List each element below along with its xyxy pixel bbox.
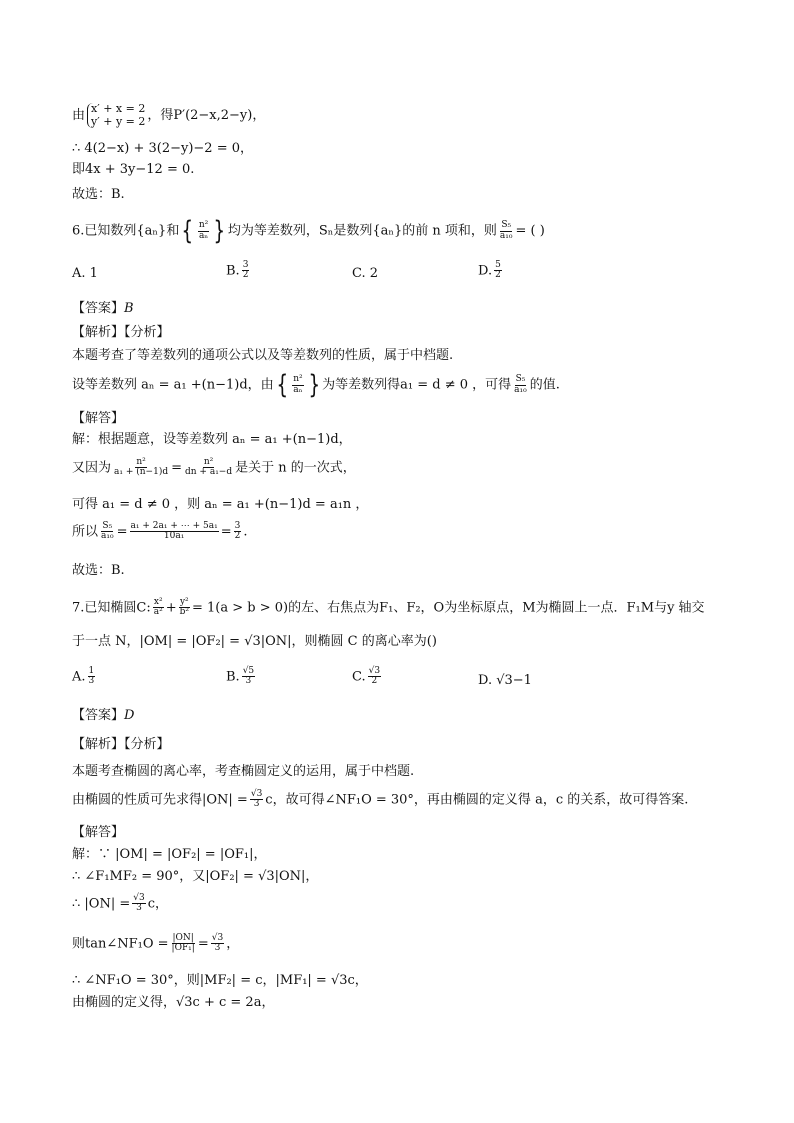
question-7-stem: 7.已知椭圆C: $\frac{\text{x²}}{\text{a²}}$ + $\frac{\text{y²}}{\text{b²}}$ = 1(a > b > 0)的左、右焦点为F₁、F₂，O为坐标原点，M为椭圆上一点．F₁M与y 轴交 bbox=[72, 597, 705, 618]
solve-text: 又因为 $\frac{\text{n²}}{\text{a₁ + (n−1)d}}$ = $\frac{\text{n²}}{\text{dn + a₁−d}}$ 是关于 n 的一次式， bbox=[72, 457, 356, 478]
equation-system: x′ + x = 2 y′ + y = 2 bbox=[87, 103, 145, 128]
solve-text: 则tan∠NF₁O = $\frac{|ON|}{\text{|OF₁|}}$ = $\frac{√3}{3}$ ， bbox=[72, 933, 240, 954]
solve-text: 所以 $\frac{\text{S₅}}{\text{a₁₀}}$ = $\frac{\text{a₁ + 2a₁ + ⋯ + 5a₁}}{\text{10a₁}}$ = $\frac{3}{2}$ . bbox=[72, 521, 248, 542]
analysis-heading: 【解析】【分析】 bbox=[72, 737, 170, 752]
option-d: D. √3−1 bbox=[478, 673, 532, 688]
solve-text: 由椭圆的定义得，√3c + c = 2a， bbox=[72, 995, 275, 1010]
solution-line: 即4x + 3y−12 = 0. bbox=[72, 162, 195, 177]
question-6-stem: 6.已知数列{aₙ}和 { $\frac{\text{n²}}{\text{aₙ}}$ } 均为等差数列，Sₙ是数列{aₙ}的前 n 项和，则 $\frac{\text{S₅}}{\text{a₁₀}}$ = ( ) bbox=[72, 216, 545, 246]
solve-text: ∴ ∠F₁MF₂ = 90°，又|OF₂| = √3|ON|， bbox=[72, 869, 319, 884]
option-c: C. 2 bbox=[352, 266, 379, 281]
option-a: A. $\frac{1}{3}$ bbox=[72, 666, 95, 687]
option-d: D. $\frac{5}{2}$ bbox=[478, 260, 501, 281]
solve-text: 解：∵ |OM| = |OF₂| = |OF₁|， bbox=[72, 847, 267, 862]
analysis-heading: 【解析】【分析】 bbox=[72, 325, 170, 340]
solve-text: ∴ |ON| = $\frac{√3}{3}$ c， bbox=[72, 893, 168, 914]
option-b: B. $\frac{3}{2}$ bbox=[226, 260, 249, 281]
solve-text: ∴ ∠NF₁O = 30°，则|MF₂| = c，|MF₁| = √3c， bbox=[72, 973, 368, 988]
answer-line: 【答案】D bbox=[72, 708, 135, 723]
option-c: C. $\frac{√3}{2}$ bbox=[352, 666, 381, 687]
solution-line-system: 由 x′ + x = 2 y′ + y = 2 ，得P′(2−x,2−y)， bbox=[72, 102, 266, 128]
solve-text: 解：根据题意，设等差数列 aₙ = a₁ +(n−1)d， bbox=[72, 432, 352, 447]
option-a: A. 1 bbox=[72, 266, 98, 281]
analysis-text: 设等差数列 aₙ = a₁ +(n−1)d，由 { $\frac{\text{n²}}{\text{aₙ}}$ } 为等差数列得a₁ = d ≠ 0 ，可得 $\frac{\text{S₅}}{\text{a₁₀}}$ 的值. bbox=[72, 370, 560, 400]
solution-conclusion: 故选：B. bbox=[72, 563, 125, 578]
fraction: $\frac{\text{S₅}}{\text{a₁₀}}$ bbox=[499, 220, 513, 241]
analysis-text: 本题考查了等差数列的通项公式以及等差数列的性质，属于中档题. bbox=[72, 348, 454, 363]
solve-heading: 【解答】 bbox=[72, 825, 125, 840]
option-b: B. $\frac{√5}{3}$ bbox=[226, 666, 255, 687]
solve-text: 可得 a₁ = d ≠ 0 ，则 aₙ = a₁ +(n−1)d = a₁n ， bbox=[72, 497, 369, 512]
solution-conclusion: 故选：B. bbox=[72, 187, 125, 202]
analysis-text: 由椭圆的性质可先求得|ON| = $\frac{√3}{3}$ c，故可得∠NF₁O = 30°，再由椭圆的定义得 a，c 的关系，故可得答案. bbox=[72, 789, 689, 810]
solution-line: ∴ 4(2−x) + 3(2−y)−2 = 0， bbox=[72, 141, 253, 156]
solve-heading: 【解答】 bbox=[72, 411, 125, 426]
fraction: $\frac{\text{n²}}{\text{aₙ}}$ bbox=[198, 220, 209, 241]
analysis-text: 本题考查椭圆的离心率，考查椭圆定义的运用，属于中档题. bbox=[72, 764, 415, 779]
question-7-stem-line2: 于一点 N，|OM| = |OF₂| = √3|ON|，则椭圆 C 的离心率为() bbox=[72, 634, 437, 649]
answer-line: 【答案】B bbox=[72, 301, 134, 316]
